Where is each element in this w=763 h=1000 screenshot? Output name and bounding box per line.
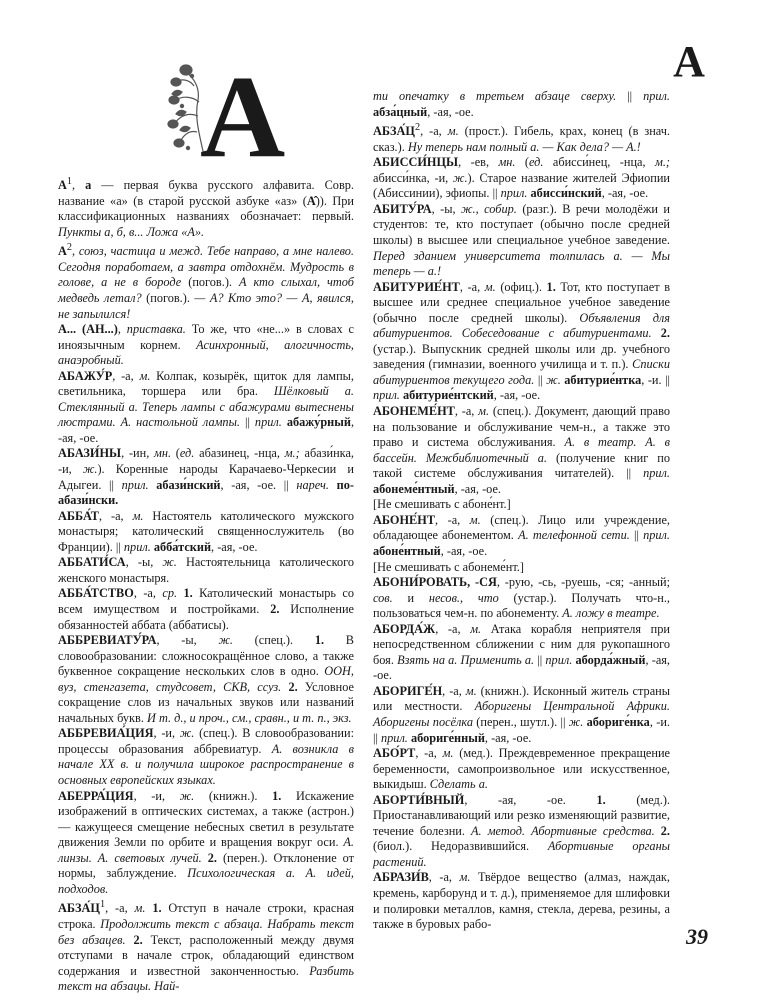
entry-italic-text: ж. [179, 788, 195, 803]
entry-headword: абитурие́нтский [402, 388, 494, 403]
entry-headword: АБОНИ́РОВАТЬ, -СЯ [373, 575, 497, 590]
entry-text: , [72, 178, 86, 193]
entry-text: (устар.). Выпускник средней школы или др. учебного заведения (гимназии, военного училища и т. п.). [373, 341, 670, 372]
entry-text: , -а, [133, 586, 163, 601]
entry-italic-text: Психологическая а. А. идей, подходов. [58, 866, 354, 896]
entry-text: 2 [414, 122, 421, 134]
entry-text: (перен., шутл.). || [472, 714, 569, 729]
dictionary-entry [373, 497, 670, 513]
entry-headword: АБИССИ́НЦЫ [373, 155, 459, 170]
entry-text: (перен.). Отклонение от нормы, заблуждение. [58, 850, 354, 881]
dictionary-entry [58, 174, 354, 240]
entry-text: )). При классификационных названиях обозначает: первый. [58, 193, 355, 224]
dictionary-entry [58, 897, 354, 994]
entry-italic-text: прил. [254, 415, 282, 430]
entry-text: абисси́нка, -и, [373, 170, 454, 185]
entry-text: (прост.). Гибель, крах, конец (в знач. сказ.). [373, 124, 671, 154]
entry-italic-text: м. [134, 901, 146, 916]
entry-text: , -ев, [458, 155, 499, 170]
entry-italic-text: мн. [154, 446, 172, 461]
left-column [58, 174, 354, 995]
entry-text: Атака корабля неприятеля при непосредственном сближении с ним для рукопашного боя. [373, 621, 670, 667]
dictionary-entry [373, 575, 670, 622]
entry-text: [Не смешивать с абоне́нт.] [373, 497, 511, 512]
entry-italic-text: ср. [162, 586, 178, 601]
entry-italic-text: ж. [546, 372, 561, 387]
entry-italic-text: А. ложу в театре. [562, 606, 660, 621]
entry-italic-text: Ну теперь нам полный а. — Как дела? — А.! [407, 139, 641, 154]
entry-italic-text: ти опечатку в третьем абзаце сверху. [373, 89, 617, 103]
entry-text: , -ы, [156, 633, 219, 648]
entry-headword: АБЗА́Ц [58, 901, 100, 916]
entry-text: (получение книг по такой системе обслуживания читателей). || [373, 450, 670, 481]
entry-headword: абба́тский [153, 539, 212, 554]
entry-text: Исполнение обязанностей аббата (аббатисы). [58, 601, 355, 632]
entry-italic-text: м.; [654, 155, 671, 170]
entry-text: , -а, [420, 124, 448, 139]
entry-text: , [117, 322, 127, 337]
entry-text: 2 [66, 242, 73, 254]
entry-italic-text: прил. [381, 730, 408, 745]
entry-text: , -и, [133, 788, 180, 803]
dictionary-entry [58, 586, 354, 633]
entry-headword: А... (АН...) [58, 322, 118, 337]
entry-text: (спец.). Лицо или учреждение, обладающее абонементом. [373, 512, 670, 543]
entry-text: , -а, [454, 404, 479, 419]
entry-italic-text: Взять на а. Применить а. [397, 652, 535, 667]
entry-italic-text: сов. [373, 590, 393, 605]
dictionary-entry [373, 89, 670, 120]
entry-italic-text: — А? Кто это? — А, явился, не запылился! [58, 291, 354, 321]
entry-headword: абажу́рный [286, 415, 351, 430]
entry-italic-text: ж. [568, 714, 584, 729]
dictionary-entry [58, 322, 354, 369]
dictionary-entry [58, 555, 354, 586]
entry-headword: абориге́нка [586, 714, 650, 729]
entry-italic-text: ж. [162, 555, 177, 570]
entry-headword: 2. [660, 326, 671, 341]
entry-italic-text: м.; [284, 446, 300, 461]
entry-text: — первая буква русского алфавита. Совр. название «а» (в старой русской азбуке «аз» ( [58, 178, 354, 208]
entry-text: Твёрдое вещество (алмаз, наждак, кремень, карборунд и т. д.), применяемое для шлифовки и полировки металлов, камня, стекла, дерева, резины, а также в буровых рабо- [373, 870, 670, 932]
dictionary-entry [373, 120, 670, 155]
entry-text [329, 478, 337, 492]
entry-italic-text: ООН, вуз, стенгазета, студсовет, СКВ, ссуз. [58, 664, 354, 694]
entry-text: Искажение изображений в оптических системах, а также (астрон.) — кажущееся смещение небесных светил в результате движения Земли по орбите и вращения вокруг оси. [58, 788, 354, 850]
entry-italic-text: нареч. [296, 477, 329, 492]
entry-italic-text: Продолжить текст с абзаца. Набрать текст без абзацев. [58, 916, 354, 947]
initial-letter-ornament [164, 51, 286, 182]
entry-italic-text: м. [465, 683, 477, 698]
entry-text: , -а, [459, 279, 485, 294]
entry-text: То же, что «не...» в словах с иноязычным корнем. [58, 322, 354, 352]
entry-italic-text: ж. [453, 170, 468, 185]
entry-text: (разг.). В речи молодёжи и студентов: те, кто поступает (обычно после средней школы) в высшее или специальное учебное заведение. [373, 201, 671, 248]
entry-text: (мед.). Приостанавливающий или резко изменяющий развитие, течение болезни. [373, 792, 670, 838]
entry-text: , -ая, -ое. [493, 388, 541, 403]
entry-text: , -а, [435, 621, 471, 636]
entry-text: , -ая, -ое. [440, 543, 488, 558]
entry-italic-text: ед. [179, 446, 195, 461]
entry-text: , -ая, -ое. [211, 539, 258, 554]
dictionary-entry [373, 404, 670, 497]
entry-text: , -ая, -ое. [58, 415, 355, 445]
entry-headword: АБИТУРИЕ́НТ [373, 279, 460, 294]
entry-text: , -а, [98, 508, 133, 523]
entry-text [126, 933, 134, 947]
entry-headword: 1. [183, 586, 193, 601]
entry-text: (погов.). [141, 291, 195, 306]
entry-text: (мед.). Преждевременное прекращение беременности, самопроизвольное или искусственное, выкидыш. [373, 746, 670, 792]
entry-italic-text: Аборигены Центральной Африки. Аборигены посёлка [373, 699, 670, 729]
entry-headword: по-абази́нски. [58, 477, 355, 508]
entry-italic-text: Абортивные органы растений. [373, 839, 670, 869]
entry-text: , -и. || [641, 372, 670, 387]
entry-italic-text: союз, частица и межд. Тебе направо, а мне налево. Сегодня поработаем, а завтра отдохнём. Мудрость в голове, а не в бороде [58, 244, 354, 290]
entry-text: В словообразовании: сложносокращённое слово, а также буквенное сокращение нескольких слов в одно. [58, 633, 354, 679]
entry-italic-text: прил. [545, 652, 573, 667]
entry-italic-text: м. [139, 368, 151, 383]
entry-headword: абази́нский [156, 477, 221, 492]
entry-italic-text: м. [484, 279, 496, 294]
entry-italic-text: м. [478, 404, 490, 419]
dictionary-entry [58, 240, 354, 322]
entry-headword: 2. [270, 601, 280, 616]
entry-text: абази́нка, -и, [58, 446, 354, 477]
entry-headword: АБЗА́Ц [373, 124, 415, 139]
dictionary-entry [58, 633, 354, 726]
entry-italic-text: прил. [500, 186, 528, 201]
entry-headword: АББА́ТСТВО [58, 586, 134, 601]
dictionary-entry [58, 446, 354, 508]
entry-text: , -а, [105, 901, 135, 916]
entry-text: (спец.). В словообразовании: процессы образования аббревиатур. [58, 726, 354, 756]
entry-italic-text: несов., что [428, 590, 499, 605]
dictionary-entry [373, 622, 670, 684]
entry-italic-text: м. [469, 512, 481, 527]
entry-italic-text: Списки абитуриентов текущего года. [373, 357, 670, 387]
entry-headword: АБО́РТ [373, 746, 416, 761]
entry-text: Настоятель католического мужского монастыря; католический священнослужитель (во Франции). || [58, 508, 354, 554]
entry-text: , -ая, -ое. [454, 481, 501, 496]
entry-italic-text: м. [459, 870, 471, 885]
entry-italic-text: А. в театр. А. в бассейн. Межбиблиотечный а. [373, 435, 670, 465]
entry-text: Тот, кто поступает в высшее или среднее специальное учебное заведение (обычно после средней школы). [373, 279, 670, 325]
entry-headword: 1. [546, 279, 556, 294]
entry-text: (устар.). Получать что-н., пользоваться чем-н. по абонементу. [373, 590, 671, 621]
dictionary-entry [373, 155, 670, 202]
entry-headword: А [58, 178, 67, 193]
entry-headword: АБИТУ́РА [373, 201, 432, 216]
entry-italic-text: ж. [218, 633, 233, 648]
entry-text: , [72, 244, 79, 259]
entry-italic-text: Шёлковый а. Стеклянный а. Теперь лампы с абажурами вытеснены люстрами. А. настольной лампы. [58, 384, 354, 430]
entry-text: || [534, 652, 546, 667]
entry-headword: 2. [288, 679, 298, 694]
entry-italic-text: И т. д., и проч., см., сравн., и т. п., экз. [146, 710, 352, 725]
entry-headword: АБЕРРА́ЦИЯ [58, 788, 134, 803]
entry-italic-text: прил. [123, 539, 151, 554]
entry-text: , -ая, -ое. [464, 792, 597, 807]
entry-text: (спец.). Документ, дающий право на пользование и обслуживание чем-н., а также это право и система обслуживания. [373, 404, 671, 450]
entry-headword: АБОНЕ́НТ [373, 512, 436, 527]
entry-headword: АБРАЗИ́В [373, 870, 429, 885]
entry-headword: 2. [133, 932, 143, 947]
entry-text: ). Коренные народы Карачаево-Черкесии и Адыгеи. || [58, 462, 354, 492]
entry-italic-text: А кто слыхал, чтоб медведь летал? [58, 275, 354, 306]
entry-headword: АБОРИГЕ́Н [373, 683, 443, 698]
entry-headword: АББА́Т [58, 508, 99, 523]
entry-text: [Не смешивать с абонеме́нт.] [373, 559, 524, 574]
entry-text: , -и. || [373, 714, 670, 745]
entry-text: , -а, [428, 870, 460, 885]
entry-headword: а [85, 178, 92, 193]
entry-text: || [616, 89, 644, 103]
entry-headword: АББРЕВИА́ЦИЯ [58, 726, 154, 741]
entry-text: 1 [99, 899, 106, 911]
dictionary-entry [373, 870, 670, 932]
entry-text: || [629, 528, 644, 543]
entry-text: (книжн.). Исконный житель страны или местности. [373, 683, 670, 714]
entry-italic-text: Асинхронный, алогичность, анаэробный. [58, 337, 354, 368]
entry-italic-text: Перед зданием университета толпилась а. — Мы теперь — а.! [373, 248, 670, 279]
initial-letter: А [200, 51, 286, 182]
dictionary-entry [373, 513, 670, 560]
dictionary-entry [373, 280, 670, 404]
entry-text: , -ин, [121, 446, 155, 461]
entry-headword: абоне́нтный [373, 543, 441, 558]
entry-headword: А [58, 244, 67, 259]
entry-headword: 1. [596, 792, 606, 807]
entry-text: ). Старое название жителей Эфиопии (Абиссинии), эфиопы. || [373, 170, 671, 201]
entry-text: || [534, 372, 547, 387]
dictionary-entry [373, 746, 670, 793]
entry-text [652, 326, 661, 340]
entry-italic-text: приставка. [126, 322, 186, 337]
entry-headword: абитурие́нтка [564, 372, 642, 387]
entry-text: абазинец, -нца, [194, 446, 285, 461]
entry-headword: аборда́жный [575, 652, 646, 667]
entry-italic-text: А. возникла в начале XX в. и получила широкое распространение в основных европейских языках. [58, 741, 354, 787]
entry-text: ( [171, 446, 180, 461]
entry-italic-text: прил. [643, 466, 670, 481]
entry-text: , -ая, -ое. [427, 104, 474, 119]
page-number: 39 [686, 924, 708, 949]
dictionary-entry [373, 684, 670, 746]
entry-headword: 2. [207, 850, 217, 865]
entry-italic-text: прил. [643, 89, 670, 103]
entry-italic-text: прил. [373, 388, 400, 403]
entry-italic-text: А. линзы. А. световых лучей. [58, 835, 354, 865]
entry-text: , -и, [153, 726, 180, 741]
entry-italic-text: Объявления для абитуриентов. Собеседование с абитуриентами. [373, 310, 670, 341]
entry-text: || [240, 415, 255, 430]
entry-italic-text: м. [132, 508, 144, 523]
entry-italic-text: Пункты а, б, в... Ложа «А». [58, 224, 205, 239]
entry-text: (книжн.). [194, 788, 273, 803]
floral-ornament-icon [168, 65, 204, 156]
entry-headword: АББАТИ́СА [58, 555, 126, 570]
entry-text: , -а, [442, 683, 466, 698]
entry-italic-text: ж. [82, 462, 98, 477]
entry-italic-text: А. метод. Абортивные средства. [471, 823, 655, 838]
entry-text: Колпак, козырёк, щиток для лампы, светильника, торшера или бра. [58, 368, 354, 399]
entry-italic-text: ед. [529, 155, 544, 170]
entry-italic-text: прил. [643, 528, 670, 543]
entry-text: (погов.). [181, 275, 239, 290]
entry-italic-text: ж., собир. [461, 201, 517, 216]
entry-headword: абисси́нский [530, 186, 602, 201]
entry-headword: АББРЕВИАТУ́РА [58, 633, 157, 648]
entry-text: (спец.). [232, 633, 315, 648]
entry-italic-text: Разбить текст на абзацы. Най- [58, 963, 354, 994]
entry-headword: абориге́нный [410, 730, 485, 745]
entry-italic-text: прил. [121, 477, 149, 492]
dictionary-entry [58, 369, 354, 447]
entry-italic-text: А. телефонной сети. [518, 528, 630, 543]
entry-headword: абза́цный [373, 104, 428, 119]
entry-text: Католический монастырь со всем имуществом и постройками. [58, 586, 355, 616]
entry-headword: 1. [314, 633, 325, 648]
entry-headword: 1. [152, 901, 162, 916]
entry-headword: АБОНЕМЕ́НТ [373, 404, 455, 419]
entry-text: , -ая, -ое. [601, 186, 649, 201]
entry-text: (биол.). Недоразвившийся. [373, 839, 548, 854]
entry-text: , -рую, -сь, -руешь, -ся; -анный; [496, 575, 670, 590]
entry-italic-text: мн. [498, 155, 516, 170]
dictionary-entry [373, 202, 670, 280]
entry-headword: 2. [660, 823, 670, 838]
entry-headword: А̂ [306, 193, 316, 208]
entry-italic-text: м. [442, 746, 454, 761]
entry-italic-text: м. [447, 124, 459, 139]
entry-text: (офиц.). [495, 279, 547, 294]
entry-headword: АБОРТИ́ВНЫЙ [373, 792, 465, 807]
entry-italic-text: м. [470, 621, 482, 636]
entry-headword: АБАЖУ́Р [58, 368, 113, 383]
entry-text: , -ая, -ое. [484, 730, 532, 745]
entry-text: , -а, [112, 368, 140, 383]
entry-text: Условное сокращение слов из начальных звуков или названий начальных букв. [58, 679, 354, 725]
dictionary-entry [58, 509, 354, 556]
entry-text: , -ы, [431, 201, 462, 216]
entry-headword: 1. [272, 788, 282, 803]
dictionary-entry [58, 726, 354, 788]
dictionary-entry [373, 560, 670, 576]
entry-text: , -а, [435, 512, 470, 527]
entry-headword: абонеме́нтный [373, 481, 455, 496]
entry-text: абисси́нец, -нца, [543, 155, 655, 170]
entry-text: Текст, расположенный между двумя отступами в начале строк, обладающий единством содержания и известной законченностью. [58, 932, 355, 978]
entry-italic-text: Сделать а. [429, 777, 488, 792]
entry-text: , -ая, -ое. [373, 652, 671, 683]
entry-text: и [392, 590, 429, 605]
dictionary-entry [373, 793, 670, 871]
entry-text: , -ы, [125, 555, 163, 570]
entry-text: ( [515, 155, 529, 170]
dictionary-entry [58, 789, 354, 898]
entry-text: Отступ в начале строки, красная строка. [58, 901, 355, 931]
entry-italic-text: ж. [179, 726, 195, 741]
entry-text: 1 [66, 176, 73, 187]
right-column [373, 89, 670, 933]
entry-text: , -а, [415, 746, 443, 761]
entry-headword: АБАЗИ́НЫ [58, 446, 122, 461]
entry-text: , -ая, -ое. || [220, 477, 297, 492]
section-letter: А [673, 37, 705, 86]
entry-headword: АБОРДА́Ж [373, 621, 436, 636]
entry-text: Настоятельница католического женского монастыря. [58, 555, 355, 585]
